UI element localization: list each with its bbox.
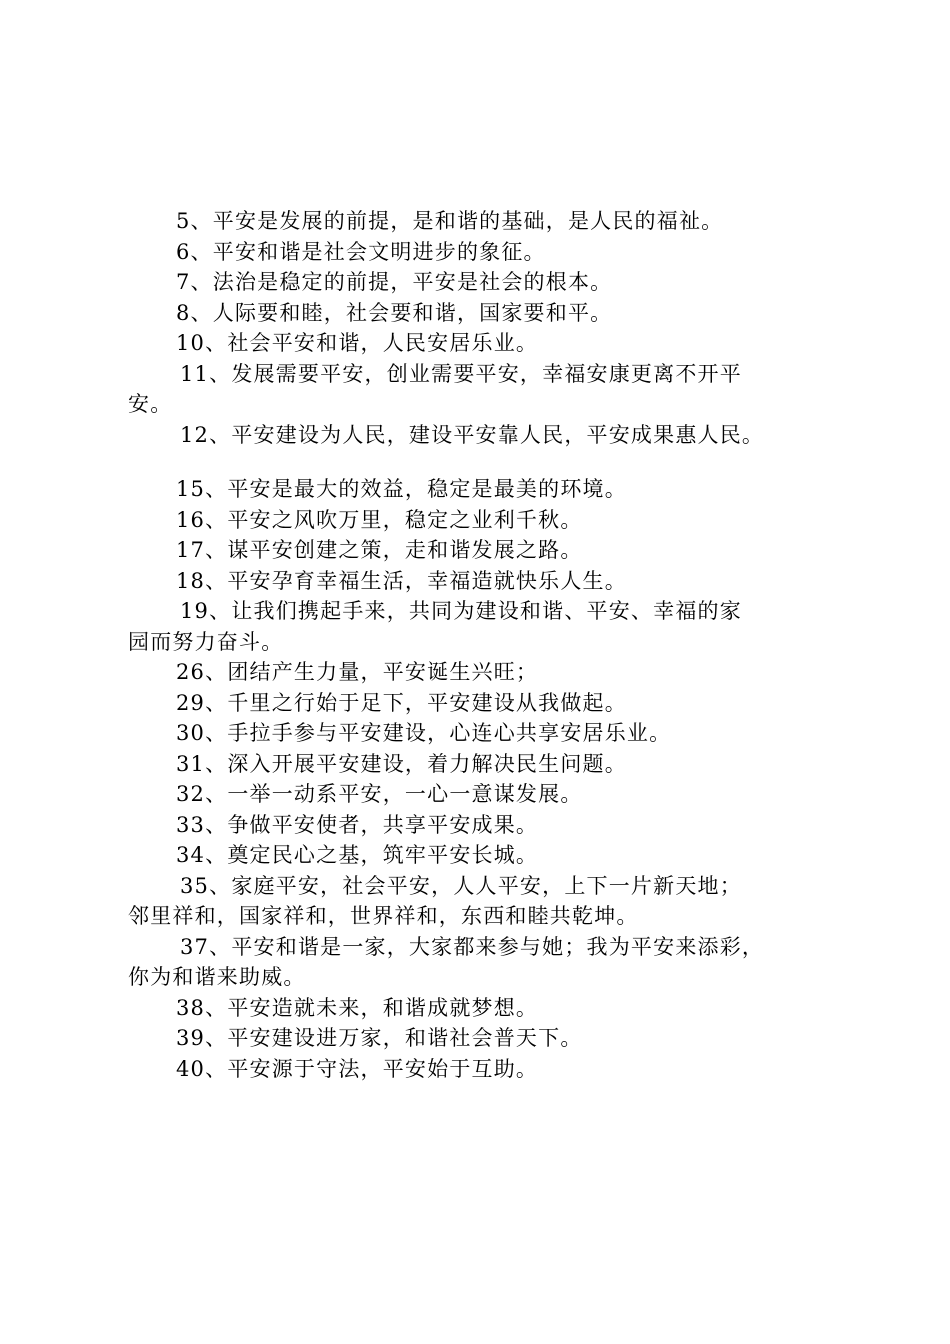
text-line: 安。 <box>128 392 173 416</box>
text-line: 39、平安建设进万家，和谐社会普天下。 <box>176 1026 583 1050</box>
text-line: 16、平安之风吹万里，稳定之业利千秋。 <box>176 507 583 532</box>
text-line: 29、千里之行始于足下，平安建设从我做起。 <box>176 690 627 715</box>
text-line: 15、平安是最大的效益，稳定是最美的环境。 <box>176 477 627 501</box>
text-line: 35、家庭平安，社会平安，人人平安，上下一片新天地； <box>180 873 742 898</box>
text-line: 31、深入开展平安建设，着力解决民生问题。 <box>176 751 627 776</box>
text-line: 7、法治是稳定的前提，平安是社会的根本。 <box>176 270 613 294</box>
text-line: 11、发展需要平安，创业需要平安，幸福安康更离不开平 <box>180 361 742 386</box>
text-line: 32、一举一动系平安，一心一意谋发展。 <box>176 782 583 806</box>
document-body <box>128 206 848 1084</box>
text-line: 34、奠定民心之基，筑牢平安长城。 <box>176 843 539 867</box>
text-line: 40、平安源于守法，平安始于互助。 <box>176 1056 539 1081</box>
text-line: 邻里祥和，国家祥和，世界祥和，东西和睦共乾坤。 <box>128 904 639 928</box>
paragraph-gap <box>128 450 848 474</box>
text-line: 18、平安孕育幸福生活，幸福造就快乐人生。 <box>176 568 627 593</box>
text-line: 8、人际要和睦，社会要和谐，国家要和平。 <box>176 300 613 325</box>
text-line: 37、平安和谐是一家，大家都来参与她；我为平安来添彩， <box>180 934 765 959</box>
text-line: 12、平安建设为人民，建设平安靠人民，平安成果惠人民。 <box>180 422 765 447</box>
text-line: 33、争做平安使者，共享平安成果。 <box>176 812 539 837</box>
text-line: 38、平安造就未来，和谐成就梦想。 <box>176 995 539 1020</box>
text-line: 10、社会平安和谐，人民安居乐业。 <box>176 331 539 355</box>
text-line: 17、谋平安创建之策，走和谐发展之路。 <box>176 538 583 562</box>
text-line: 你为和谐来助威。 <box>128 965 306 989</box>
text-line: 5、平安是发展的前提，是和谐的基础，是人民的福祉。 <box>176 209 724 233</box>
text-line: 30、手拉手参与平安建设，心连心共享安居乐业。 <box>176 721 672 745</box>
text-line: 26、团结产生力量，平安诞生兴旺； <box>176 660 539 684</box>
text-line: 19、让我们携起手来，共同为建设和谐、平安、幸福的家 <box>180 599 742 623</box>
text-line: 园而努力奋斗。 <box>128 629 284 654</box>
text-line: 6、平安和谐是社会文明进步的象征。 <box>176 239 546 264</box>
